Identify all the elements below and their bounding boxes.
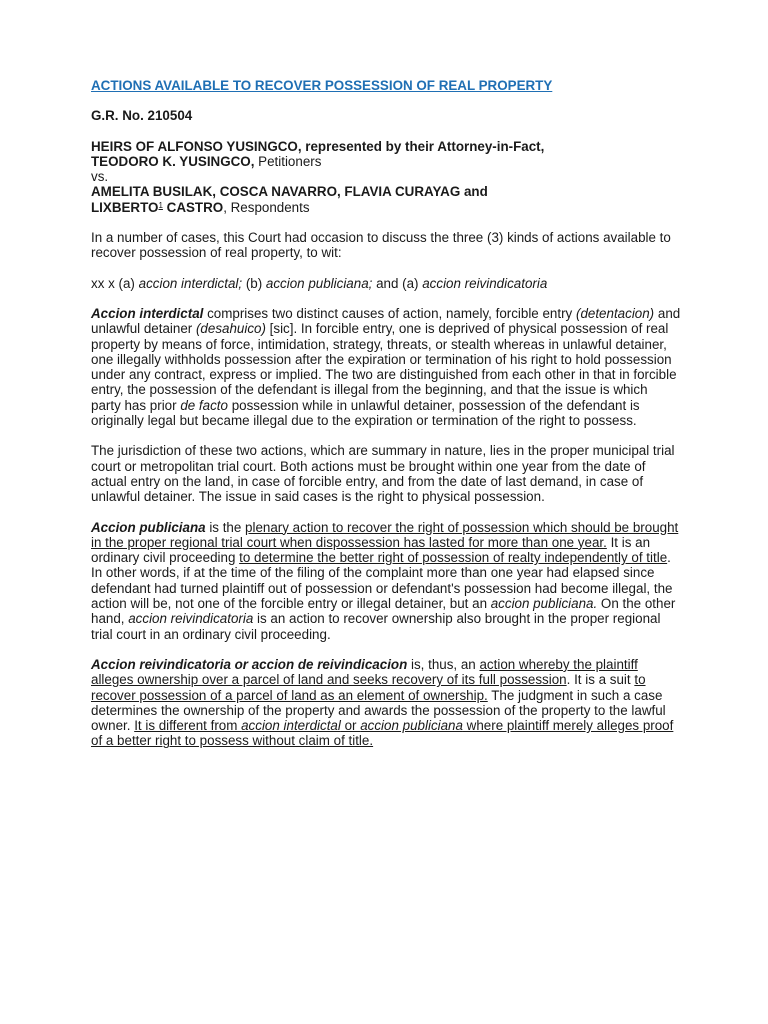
italic-term: (detentacion) [575, 305, 655, 321]
text-segment: possession while in unlawful detainer, possession of the defendant is originally legal but became illegal due to the expiration or termination of the right to possess. [91, 397, 640, 429]
text-segment: is the [205, 519, 246, 535]
italic-term: (desahuico) [195, 321, 266, 337]
italic-term: accion reivindicatoria [128, 611, 254, 627]
petitioners-name: HEIRS OF ALFONSO YUSINGCO, represented by their Attorney-in-Fact, [91, 138, 545, 154]
list-item-reivindicatoria: accion reivindicatoria [422, 275, 548, 291]
intro-paragraph: In a number of cases, this Court had occasion to discuss the three (3) kinds of actions available to recover possession of real property, to wit: [91, 230, 671, 261]
paragraph-accion-reivindicatoria [91, 657, 681, 749]
respondents-names: AMELITA BUSILAK, COSCA NAVARRO, FLAVIA CURAYAG and [91, 184, 488, 200]
text-segment: On the other hand, [91, 596, 676, 627]
text-segment: is an action to recover ownership also brought in the proper regional trial court in an ordinary civil proceeding. [91, 611, 661, 642]
document-title: ACTIONS AVAILABLE TO RECOVER POSSESSION OF REAL PROPERTY [91, 78, 553, 93]
underlined-text: action whereby the plaintiff alleges ownership over a parcel of land and seeks recovery of its full possession [91, 656, 638, 688]
underlined-text: It is different from [134, 718, 242, 734]
footnote-link[interactable]: 1 [158, 200, 163, 210]
respondent-name-last: CASTRO [162, 199, 224, 215]
term-accion-publiciana: Accion publiciana [91, 519, 206, 535]
text-segment: . It is a suit [566, 672, 635, 688]
term-accion-interdictal: Accion interdictal [91, 305, 204, 321]
underlined-italic-term: accion publiciana [360, 718, 463, 734]
petitioners-line-2 [91, 154, 681, 169]
underlined-text: to recover possession of a parcel of land as an element of ownership. [91, 672, 646, 703]
attorney-in-fact-name: TEODORO K. YUSINGCO, [91, 153, 255, 169]
respondents-line-1 [91, 184, 681, 199]
list-item-publiciana: accion publiciana; [265, 275, 373, 291]
list-item-interdictal: accion interdictal; [138, 275, 243, 291]
case-number: G.R. No. 210504 [91, 108, 193, 124]
respondents-label: , Respondents [223, 199, 310, 215]
underlined-italic-term: accion interdictal [241, 718, 341, 734]
list-prefix-a: xx x (a) [91, 275, 139, 291]
actions-list [91, 276, 681, 291]
italic-term: de facto [180, 397, 228, 413]
petitioners-label: Petitioners [254, 153, 322, 169]
versus-label: vs. [91, 169, 109, 185]
underlined-text: plenary action to recover the right of possession which should be brought in the proper regional trial court when dispossession has lasted for more than one year. [91, 519, 679, 550]
text-segment: . In other words, if at the time of the filing of the complaint more than one year had elapsed since defendant had turned plaintiff out of possession or defendant's possession had become illegal, the action will be, not one of the forcible entry or illegal detainer, but an [91, 550, 673, 612]
paragraph-accion-interdictal [91, 306, 681, 428]
text-segment: is, thus, an [407, 656, 480, 672]
text-segment: comprises two distinct causes of action, namely, forcible entry [203, 305, 576, 321]
respondent-name-first: LIXBERTO [91, 199, 159, 215]
underlined-text: where plaintiff merely alleges proof of a better right to possess without claim of title. [91, 718, 674, 749]
paragraph-jurisdiction: The jurisdiction of these two actions, which are summary in nature, lies in the proper municipal trial court or metropolitan trial court. Both actions must be brought within one year from the date of actual entry on the land, in case of forcible entry, and from the date of last demand, in case of unlawful detainer. The issue in said cases is the right to physical possession. [91, 443, 675, 505]
list-prefix-c: and (a) [372, 275, 423, 291]
term-accion-reivindicatoria: Accion reivindicatoria or accion de reivindicacion [91, 656, 408, 672]
respondents-line-2 [91, 200, 681, 215]
text-segment: and unlawful detainer [91, 305, 681, 337]
text-segment: [sic]. In forcible entry, one is deprived of physical possession of real property by means of force, intimidation, strategy, threats, or stealth whereas in unlawful detainer, one illegally withholds possession after the expiration or termination of his right to hold possession under any contract, express or implied. The two are distinguished from each other in that in forcible entry, the possession of the defendant is illegal from the beginning, and that the issue is which party has prior [91, 321, 677, 413]
underlined-text: to determine the better right of possession of realty independently of title [239, 550, 668, 566]
list-prefix-b: (b) [242, 275, 266, 291]
paragraph-accion-publiciana [91, 520, 681, 642]
italic-term: accion publiciana. [490, 596, 598, 612]
text-segment: It is an ordinary civil proceeding [91, 534, 651, 566]
petitioners-line-1 [91, 139, 681, 154]
case-parties [91, 139, 681, 215]
document-page [91, 78, 681, 764]
text-segment: The judgment in such a case determines the ownership of the property and awards the possession of the property to the lawful owner. [91, 687, 666, 734]
underlined-text: or [340, 718, 361, 734]
